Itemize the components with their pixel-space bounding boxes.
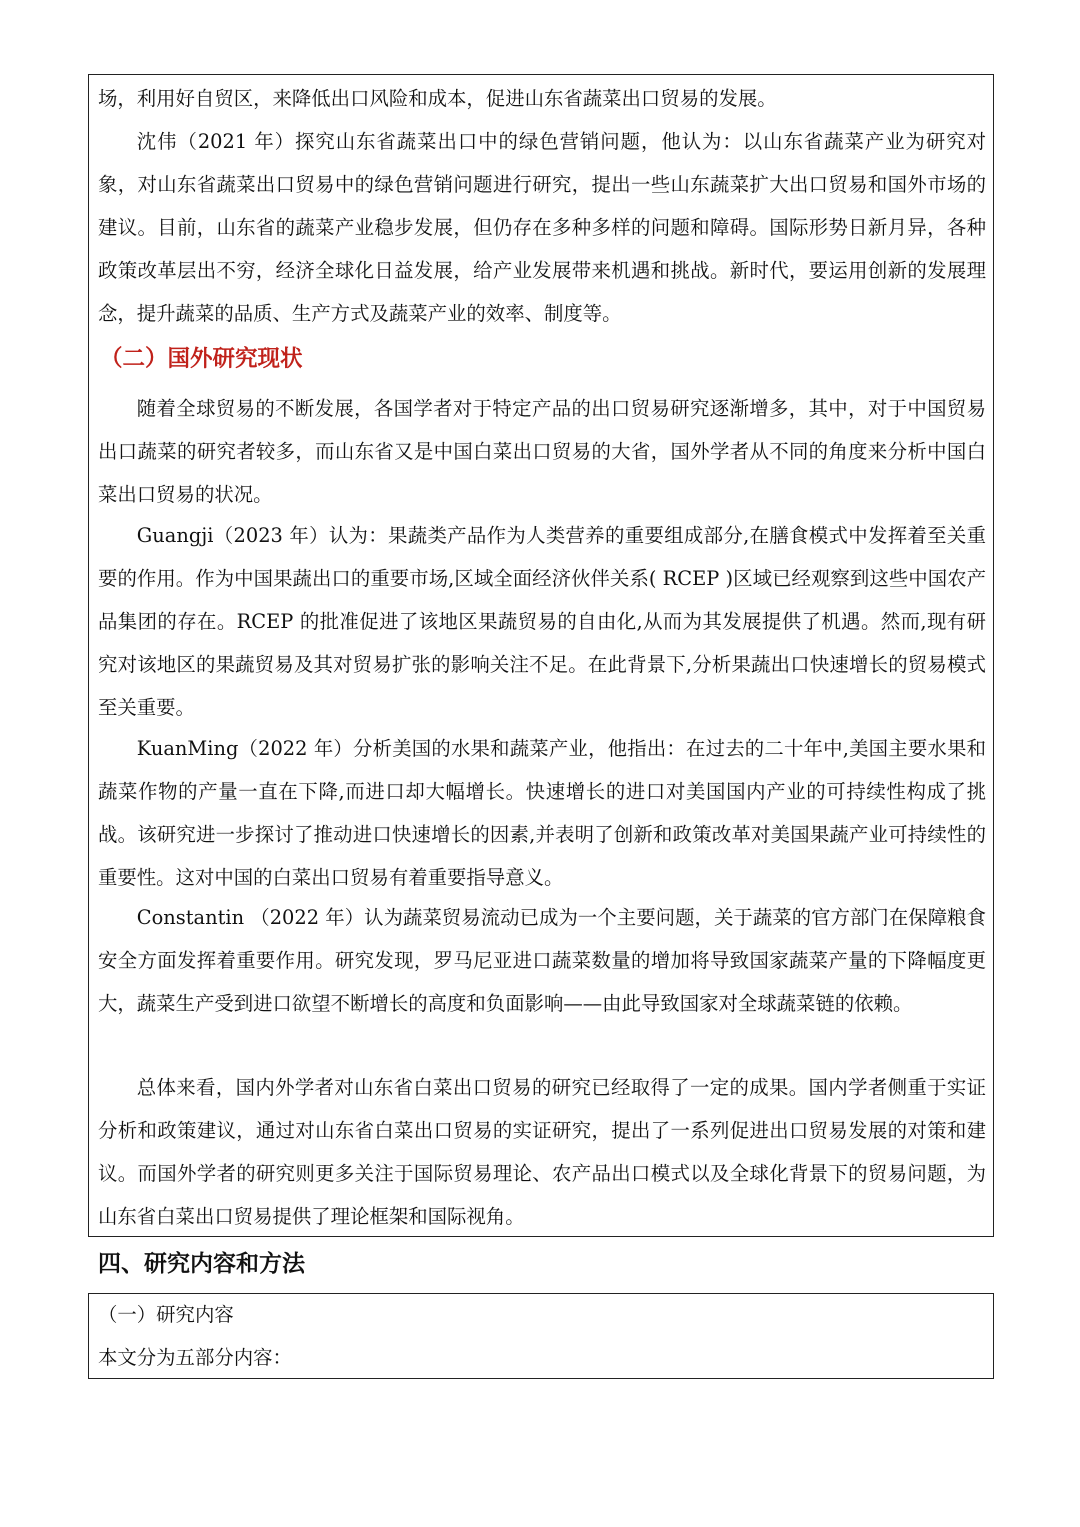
paragraph-kuanming: KuanMing（2022 年）分析美国的水果和蔬菜产业，他指出：在过去的二十年中,美国主要水果和蔬菜作物的产量一直在下降,而进口却大幅增长。快速增长的进口对美国国内产业的可持续性构成了挑战。该研究进一步探讨了推动进口快速增长的因素,并表明了创新和政策改革对美国果蔬产业可持续性的重要性。这对中国的白菜出口贸易有着重要指导意义。	[98, 737, 986, 889]
paragraph-summary: 总体来看，国内外学者对山东省白菜出口贸易的研究已经取得了一定的成果。国内学者侧重于实证分析和政策建议，通过对山东省白菜出口贸易的实证研究，提出了一系列促进出口贸易发展的对策和建议。而国外学者的研究则更多关注于国际贸易理论、农产品出口模式以及全球化背景下的贸易问题，为山东省白菜出口贸易提供了理论框架和国际视角。	[98, 1076, 986, 1228]
paragraph-constantin: Constantin （2022 年）认为蔬菜贸易流动已成为一个主要问题，关于蔬菜的官方部门在保障粮食安全方面发挥着重要作用。研究发现，罗马尼亚进口蔬菜数量的增加将导致国家蔬菜产量的下降幅度更大，蔬菜生产受到进口欲望不断增长的高度和负面影响——由此导致国家对全球蔬菜链的依赖。	[98, 906, 986, 1015]
paragraph-continuation: 场，利用好自贸区，来降低出口风险和成本，促进山东省蔬菜出口贸易的发展。	[98, 87, 777, 110]
section-heading-research-content: 四、研究内容和方法	[98, 1250, 305, 1277]
paragraph-five-parts: 本文分为五部分内容：	[98, 1346, 292, 1369]
subheading-foreign-research: （二）国外研究现状	[100, 346, 303, 372]
subheading-research-content: （一）研究内容	[98, 1303, 234, 1326]
paragraph-foreign-intro: 随着全球贸易的不断发展，各国学者对于特定产品的出口贸易研究逐渐增多，其中，对于中国贸易出口蔬菜的研究者较多，而山东省又是中国白菜出口贸易的大省，国外学者从不同的角度来分析中国白菜出口贸易的状况。	[98, 397, 986, 506]
paragraph-guangji: Guangji（2023 年）认为：果蔬类产品作为人类营养的重要组成部分,在膳食模式中发挥着至关重要的作用。作为中国果蔬出口的重要市场,区域全面经济伙伴关系( RCEP )区域已经观察到这些中国农产品集团的存在。RCEP 的批准促进了该地区果蔬贸易的自由化,从而为其发展提供了机遇。然而,现有研究对该地区的果蔬贸易及其对贸易扩张的影响关注不足。在此背景下,分析果蔬出口快速增长的贸易模式至关重要。	[98, 524, 986, 719]
paragraph-shen-wei: 沈伟（2021 年）探究山东省蔬菜出口中的绿色营销问题，他认为：以山东省蔬菜产业为研究对象，对山东省蔬菜出口贸易中的绿色营销问题进行研究，提出一些山东蔬菜扩大出口贸易和国外市场的建议。目前，山东省的蔬菜产业稳步发展，但仍存在多种多样的问题和障碍。国际形势日新月异，各种政策改革层出不穷，经济全球化日益发展，给产业发展带来机遇和挑战。新时代，要运用创新的发展理念，提升蔬菜的品质、生产方式及蔬菜产业的效率、制度等。	[98, 130, 986, 325]
